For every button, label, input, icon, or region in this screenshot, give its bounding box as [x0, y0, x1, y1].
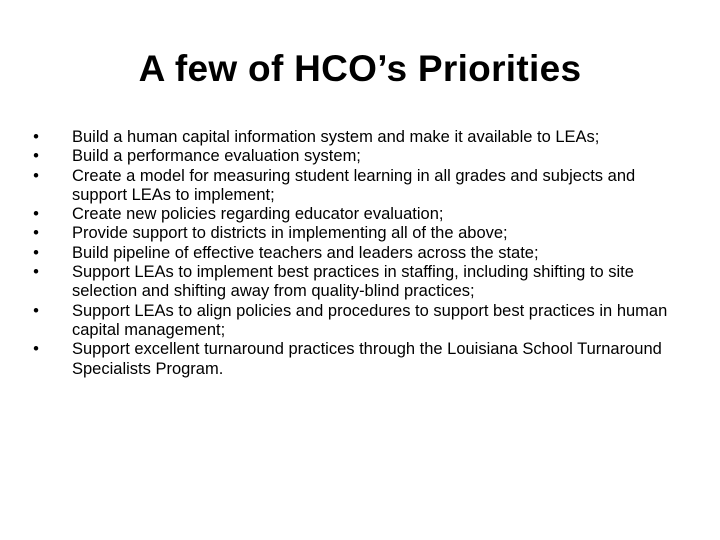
slide-title: A few of HCO’s Priorities [138, 48, 582, 89]
bullet-icon: • [33, 205, 39, 224]
list-item [28, 340, 688, 379]
bullet-icon: • [33, 301, 39, 320]
list-item-text: Create a model for measuring student learning in all grades and subjects and support LEAs to implement; [72, 166, 636, 204]
priorities-list [28, 128, 688, 379]
bullet-icon: • [33, 166, 39, 185]
list-item-text: Support excellent turnaround practices through the Louisiana School Turnaround Specialists Program. [72, 340, 662, 378]
list-item-text: Provide support to districts in implementing all of the above; [72, 224, 508, 243]
list-item-text: Build pipeline of effective teachers and leaders across the state; [72, 243, 539, 262]
list-item-text: Create new policies regarding educator evaluation; [72, 205, 444, 224]
bullet-icon: • [33, 340, 39, 359]
bullet-icon: • [33, 263, 39, 282]
bullet-icon: • [33, 243, 39, 262]
list-item [28, 302, 688, 341]
list-item [28, 244, 688, 263]
bullet-icon: • [33, 128, 39, 146]
list-item [28, 147, 688, 166]
bullet-icon: • [33, 147, 39, 166]
list-item-text: Build a performance evaluation system; [72, 147, 361, 166]
list-item [28, 128, 688, 147]
list-item [28, 167, 688, 206]
list-item-text: Build a human capital information system and make it available to LEAs; [72, 128, 600, 146]
list-item-text: Support LEAs to implement best practices in staffing, including shifting to site selection and shifting away from quality-blind practices; [72, 263, 634, 301]
list-item [28, 263, 688, 302]
list-item [28, 205, 688, 224]
bullet-icon: • [33, 224, 39, 243]
list-item [28, 224, 688, 243]
list-item-text: Support LEAs to align policies and procedures to support best practices in human capital management; [72, 301, 668, 339]
